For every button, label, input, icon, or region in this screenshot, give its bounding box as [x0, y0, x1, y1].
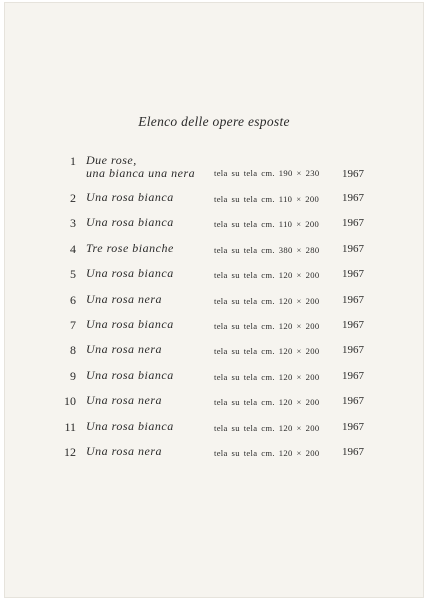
work-title	[86, 445, 162, 458]
list-item	[4, 267, 424, 292]
work-technique: tela su tela cm. 120 × 200	[214, 346, 320, 357]
work-technique: tela su tela cm. 110 × 200	[214, 194, 320, 204]
work-year: 1967	[342, 268, 364, 281]
work-title	[86, 318, 174, 331]
work-title	[86, 154, 195, 180]
work-number: 8	[70, 343, 76, 358]
list-item	[4, 420, 424, 445]
work-technique: tela su tela cm. 120 × 200	[214, 447, 320, 458]
work-title-line: Due rose,	[86, 153, 137, 167]
work-title	[86, 343, 162, 356]
work-title	[86, 191, 174, 204]
work-number: 9	[70, 368, 76, 383]
work-number: 6	[70, 292, 76, 307]
work-title	[86, 242, 174, 255]
work-title-line: Una rosa bianca	[86, 316, 174, 331]
work-title-line: Una rosa nera	[86, 443, 163, 458]
work-title-line: Una rosa bianca	[86, 266, 174, 281]
work-technique: tela su tela cm. 190 × 230	[214, 168, 320, 178]
work-title-line: Una rosa nera	[86, 393, 163, 408]
work-year: 1967	[342, 420, 364, 433]
work-title	[86, 369, 174, 382]
work-title	[86, 394, 162, 407]
list-item	[4, 242, 424, 267]
work-title-line: Una rosa bianca	[86, 190, 174, 204]
work-technique: tela su tela cm. 120 × 200	[214, 295, 320, 306]
work-number: 5	[70, 267, 76, 282]
work-technique: tela su tela cm. 380 × 280	[214, 244, 320, 255]
list-item	[4, 394, 424, 419]
work-technique: tela su tela cm. 120 × 200	[214, 422, 320, 433]
list-item	[4, 343, 424, 368]
work-year: 1967	[342, 192, 364, 204]
page-title: Elenco delle opere esposte	[138, 114, 290, 129]
work-title-line: Una rosa bianca	[86, 367, 174, 382]
work-number: 12	[64, 444, 76, 459]
work-technique: tela su tela cm. 120 × 200	[214, 270, 320, 281]
list-item	[4, 191, 424, 216]
work-title	[86, 420, 174, 433]
work-title-line: una bianca una nera	[86, 166, 196, 180]
work-technique: tela su tela cm. 120 × 200	[214, 320, 320, 331]
work-title-line: Una rosa nera	[86, 342, 163, 357]
work-title-line: Tre rose bianche	[86, 240, 174, 255]
list-item	[4, 216, 424, 241]
work-year: 1967	[342, 293, 364, 306]
work-number: 1	[70, 154, 76, 168]
works-list	[4, 154, 424, 470]
work-year: 1967	[342, 445, 364, 458]
catalog-page	[4, 2, 424, 598]
work-year: 1967	[342, 168, 364, 180]
work-title	[86, 267, 174, 280]
work-technique: tela su tela cm. 120 × 200	[214, 397, 320, 408]
list-item	[4, 445, 424, 470]
work-year: 1967	[342, 395, 364, 408]
work-title-line: Una rosa bianca	[86, 215, 174, 230]
list-item	[4, 154, 424, 191]
work-title	[86, 216, 174, 229]
work-year: 1967	[342, 369, 364, 382]
work-year: 1967	[342, 217, 364, 230]
work-number: 10	[64, 394, 76, 409]
work-number: 4	[70, 241, 76, 256]
work-number: 7	[70, 317, 76, 332]
work-number: 11	[64, 419, 76, 434]
work-year: 1967	[342, 242, 364, 255]
work-number: 2	[70, 191, 76, 205]
work-year: 1967	[342, 344, 364, 357]
work-technique: tela su tela cm. 110 × 200	[214, 219, 320, 230]
list-item	[4, 318, 424, 343]
work-title-line: Una rosa bianca	[86, 418, 174, 433]
work-number: 3	[70, 216, 76, 231]
work-title-line: Una rosa nera	[86, 291, 163, 306]
work-title	[86, 293, 162, 306]
list-item	[4, 293, 424, 318]
work-year: 1967	[342, 318, 364, 331]
list-item	[4, 369, 424, 394]
work-technique: tela su tela cm. 120 × 200	[214, 371, 320, 382]
